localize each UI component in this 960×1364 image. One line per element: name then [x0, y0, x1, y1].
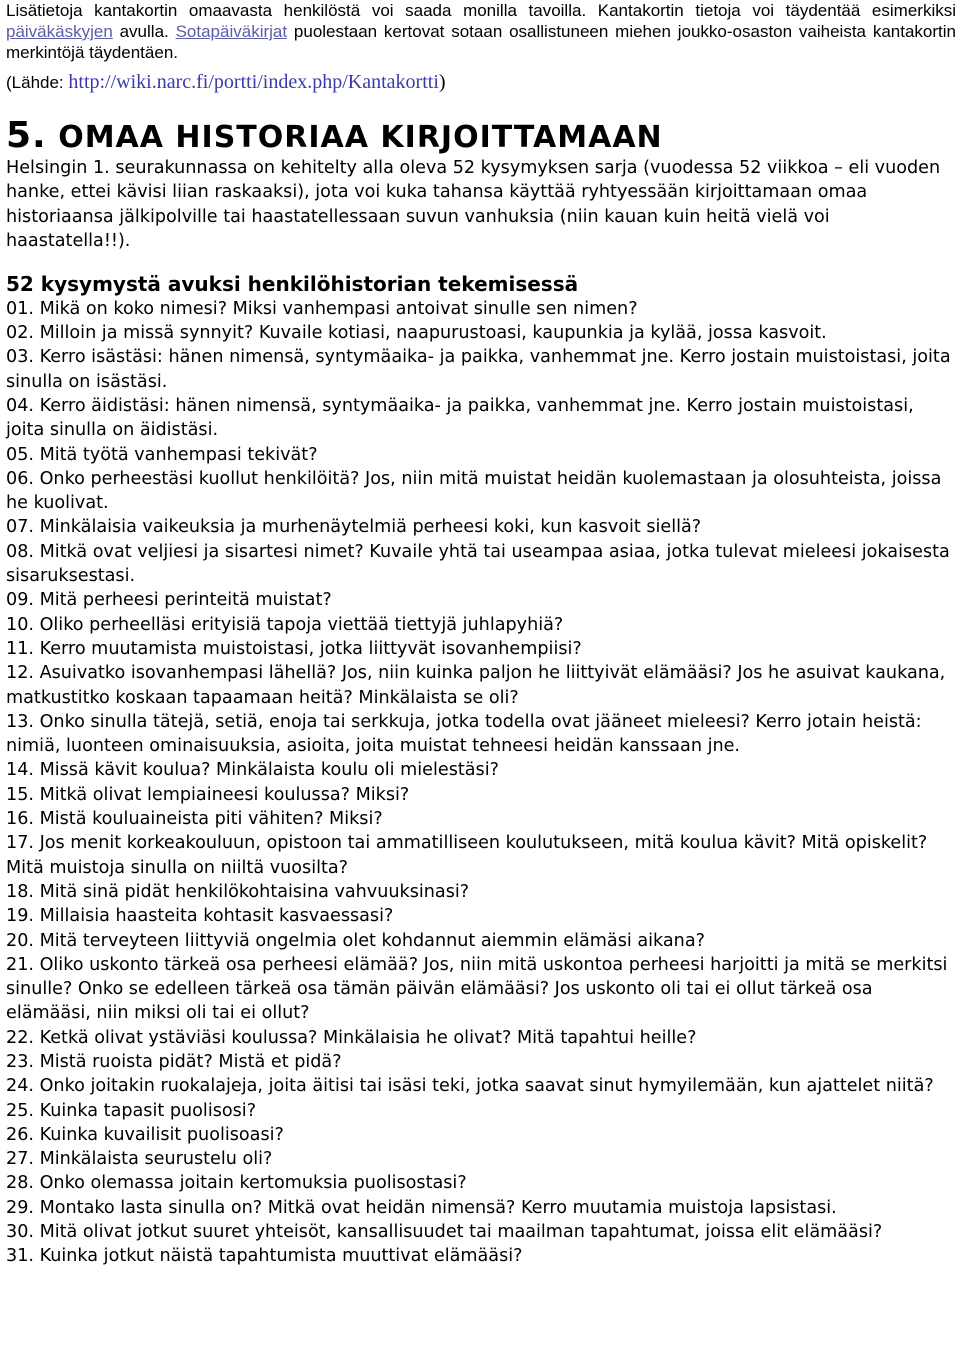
- question-item: 15. Mitkä olivat lempiaineesi koulussa? Miksi?: [6, 784, 410, 805]
- sotapaivakirjat-link[interactable]: Sotapäiväkirjat: [175, 22, 288, 41]
- chapter-heading: [6, 115, 960, 156]
- question-item: 29. Montako lasta sinulla on? Mitkä ovat heidän nimensä? Kerro muutamia muistoja lapsistasi.: [6, 1197, 837, 1218]
- question-item: 30. Mitä olivat jotkut suuret yhteisöt, kansallisuudet tai maailman tapahtumat, joissa elit elämääsi?: [6, 1222, 883, 1243]
- intro-text-3: puolestaan kertovat sotaan osallistuneen miehen joukko-osaston vaiheista kantakortin merkintöjä täydentäen.: [6, 22, 956, 62]
- question-item: 21. Oliko uskonto tärkeä osa perheesi elämää? Jos, niin mitä uskontoa perheesi harjoitti ja mitä se merkitsi sinulle? Onko se edelleen tärkeä osa tämän päivän elämääsi? Jos uskonto oli tai ei ollut tärkeä osa elämääsi, niin miksi oli tai ei ollut?: [6, 954, 948, 1024]
- paivakaskyjen-link[interactable]: päiväkäskyjen: [6, 22, 113, 41]
- question-item: 09. Mitä perheesi perinteitä muistat?: [6, 590, 332, 611]
- question-item: 04. Kerro äidistäsi: hänen nimensä, syntymäaika- ja paikka, vanhemmat jne. Kerro jostain muistoistasi, joita sinulla on äidistäsi.: [6, 395, 914, 441]
- question-item: 19. Millaisia haasteita kohtasit kasvaessasi?: [6, 906, 394, 927]
- chapter-title: OMAA HISTORIAA KIRJOITTAMAAN: [58, 120, 663, 155]
- question-item: 08. Mitkä ovat veljiesi ja sisartesi nimet? Kuvaile yhtä tai useampaa asiaa, jotka tulevat mieleesi jokaisesta sisaruksestasi.: [6, 541, 950, 587]
- question-item: 13. Onko sinulla tätejä, setiä, enoja tai serkkuja, jotka todella ovat jääneet mieleesi? Kerro jotain heistä: nimiä, luonteen ominaisuuksia, asioita, joita muistat tehneesi heidän kanssaan jne.: [6, 711, 922, 757]
- question-item: 05. Mitä työtä vanhempasi tekivät?: [6, 444, 318, 465]
- question-item: 20. Mitä terveyteen liittyviä ongelmia olet kohdannut aiemmin elämäsi aikana?: [6, 930, 705, 951]
- source-line: [6, 71, 960, 94]
- question-item: 03. Kerro isästäsi: hänen nimensä, syntymäaika- ja paikka, vanhemmat jne. Kerro jostain muistoistasi, joita sinulla on isästäsi.: [6, 347, 951, 392]
- question-item: 26. Kuinka kuvailisit puolisoasi?: [6, 1124, 284, 1145]
- lead-paragraph: Helsingin 1. seurakunnassa on kehitelty alla oleva 52 kysymyksen sarja (vuodessa 52 viikkoa – eli vuoden hanke, ettei kävisi liian raskaaksi), jota voi kuka tahansa käyttää ryhtyessään kirjoittamaan omaa historiaansa jälkipolville tai haastatellessaan suvun vanhuksia (niin kauan kuin heitä vielä voi haastatella!!).: [6, 158, 941, 251]
- question-item: 07. Minkälaisia vaikeuksia ja murhenäytelmiä perheesi koki, kun kasvoit siellä?: [6, 517, 702, 538]
- question-list: [6, 297, 956, 1269]
- question-item: 25. Kuinka tapasit puolisosi?: [6, 1100, 257, 1121]
- source-suffix: ): [438, 71, 446, 93]
- question-item: 18. Mitä sinä pidät henkilökohtaisina vahvuuksinasi?: [6, 881, 470, 902]
- source-prefix: (Lähde:: [6, 73, 69, 92]
- intro-text-1: Lisätietoja kantakortin omaavasta henkilöstä voi saada monilla tavoilla. Kantakortin tietoja voi täydentää esimerkiksi: [6, 1, 956, 20]
- question-item: 01. Mikä on koko nimesi? Miksi vanhempasi antoivat sinulle sen nimen?: [6, 298, 638, 319]
- question-item: 06. Onko perheestäsi kuollut henkilöitä? Jos, niin mitä muistat heidän kuolemastaan ja olosuhteista, joissa he kuolivat.: [6, 468, 942, 514]
- intro-paragraph: [6, 0, 956, 63]
- question-item: 27. Minkälaista seurustelu oli?: [6, 1149, 273, 1170]
- question-item: 31. Kuinka jotkut näistä tapahtumista muuttivat elämääsi?: [6, 1246, 523, 1267]
- question-item: 12. Asuivatko isovanhempasi lähellä? Jos, niin kuinka paljon he liittyivät elämääsi? Jos he asuivat kaukana, matkustitko koskaan tapaamaan heitä? Minkälaista se oli?: [6, 663, 946, 708]
- section-heading: 52 kysymystä avuksi henkilöhistorian tekemisessä: [6, 271, 579, 296]
- question-item: 22. Ketkä olivat ystäviäsi koulussa? Minkälaisia he olivat? Mitä tapahtui heille?: [6, 1027, 697, 1048]
- question-item: 28. Onko olemassa joitain kertomuksia puolisostasi?: [6, 1173, 467, 1194]
- source-url-link[interactable]: http://wiki.narc.fi/portti/index.php/Kantakortti: [68, 71, 439, 93]
- question-item: 24. Onko joitakin ruokalajeja, joita äitisi tai isäsi teki, jotka saavat sinut hymyilemään, kun ajattelet niitä?: [6, 1076, 934, 1097]
- question-item: 16. Mistä kouluaineista piti vähiten? Miksi?: [6, 809, 383, 830]
- question-item: 11. Kerro muutamista muistoistasi, jotka liittyvät isovanhempiisi?: [6, 638, 582, 659]
- question-item: 23. Mistä ruoista pidät? Mistä et pidä?: [6, 1051, 342, 1072]
- intro-text-2: avulla.: [112, 22, 176, 41]
- question-item: 10. Oliko perheelläsi erityisiä tapoja viettää tiettyjä juhlapyhiä?: [6, 614, 564, 635]
- question-item: 02. Milloin ja missä synnyit? Kuvaile kotiasi, naapurustoasi, kaupunkia ja kylää, jossa kasvoit.: [6, 323, 827, 344]
- chapter-number: 5.: [6, 115, 47, 156]
- question-item: 14. Missä kävit koulua? Minkälaista koulu oli mielestäsi?: [6, 760, 499, 781]
- question-item: 17. Jos menit korkeakouluun, opistoon tai ammatilliseen koulutukseen, mitä koulua kävit? Mitä opiskelit? Mitä muistoja sinulla on niiltä vuosilta?: [6, 833, 928, 878]
